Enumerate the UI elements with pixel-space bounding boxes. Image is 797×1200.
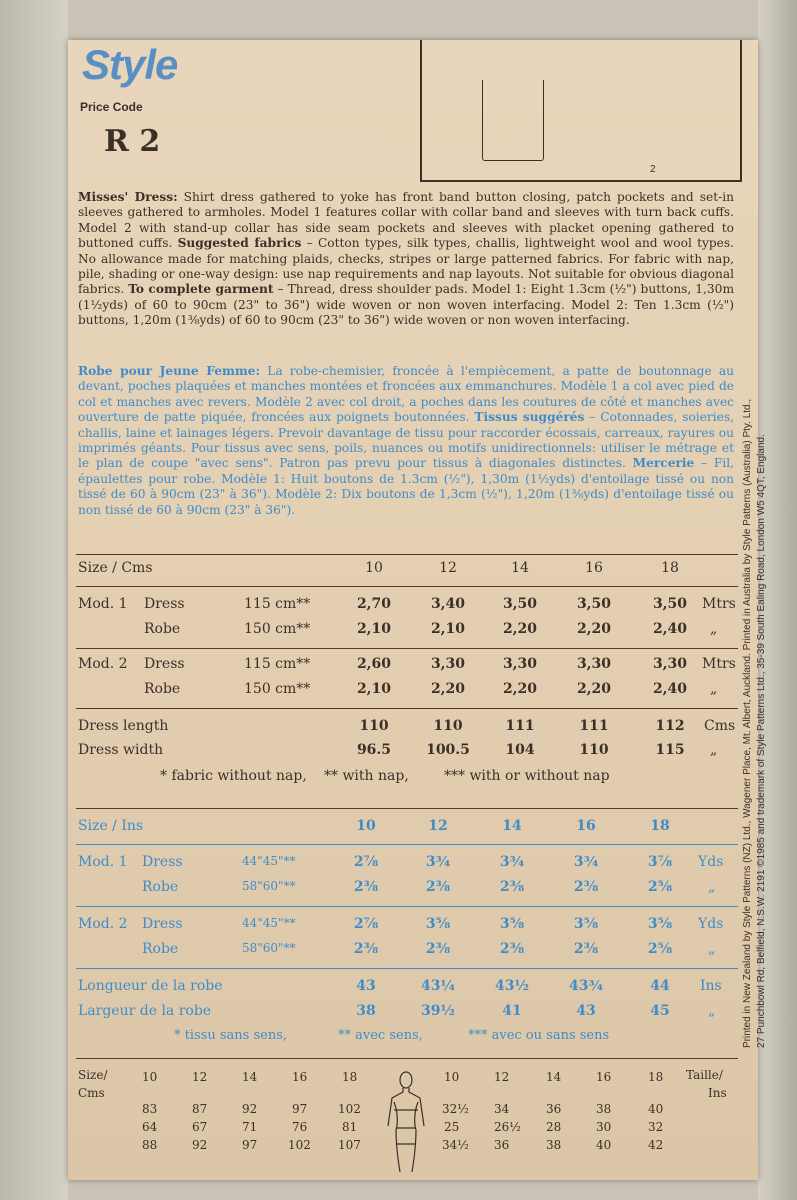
body-value: 64 [142, 1120, 158, 1134]
back-view-diagram [420, 40, 742, 182]
body-value: 97 [242, 1138, 258, 1152]
diagram-number: 2 [650, 164, 656, 175]
width-value: 43 [576, 1003, 596, 1019]
imperial-size: 16 [576, 818, 596, 834]
french-mercerie-label: Mercerie [632, 456, 695, 471]
metric-rule [76, 648, 738, 649]
body-size: 10 [142, 1070, 158, 1084]
width-value: 96.5 [356, 742, 392, 758]
metric-size: 16 [585, 560, 603, 576]
price-code-label: Price Code [80, 100, 143, 114]
body-size: 14 [546, 1070, 562, 1084]
note-without-nap: * fabric without nap, [160, 768, 307, 784]
metric-size: 10 [365, 560, 383, 576]
imperial-header-row [76, 818, 738, 840]
english-p3: – Thread, dress shoulder pads. Model 1: Eight 1.3cm (½") buttons, 1,30m (1½yds) of 60 to 90cm (23" to 36") wide woven or non woven interfacing. Model 2: Ten 1.3cm (½") buttons, 1,20m (1⅜yds) of 60 to 90cm (23" to 36") wide woven or non woven interfacing. [78, 282, 734, 328]
largeur-row [76, 1003, 738, 1025]
dress-length-row [76, 718, 738, 740]
row-value: 2⅜ [573, 941, 599, 957]
metric-row [76, 681, 738, 703]
note-avec-ou-sans: *** avec ou sans sens [468, 1028, 610, 1043]
row-value: 3¾ [573, 854, 599, 870]
imperial-rule [76, 844, 738, 845]
row-item: Dress [144, 656, 185, 672]
dress-width-row [76, 742, 738, 764]
metric-row [76, 596, 738, 618]
row-value: 2⅜ [353, 941, 379, 957]
width-value: 38 [356, 1003, 376, 1019]
body-size: 16 [292, 1070, 308, 1084]
row-value: 2,60 [356, 656, 392, 672]
row-model: Mod. 1 [78, 854, 128, 870]
brand-logo: Style [82, 41, 178, 88]
row-value: 2,10 [356, 681, 392, 697]
width-value: 39½ [420, 1003, 456, 1019]
length-value: 111 [579, 718, 609, 734]
row-value: 3¾ [499, 854, 525, 870]
length-value: 112 [655, 718, 685, 734]
length-value: 43¾ [568, 978, 604, 994]
length-unit: Cms [704, 718, 736, 734]
imperial-row [76, 854, 738, 876]
body-measurement-figure-icon [384, 1070, 428, 1174]
row-value: 2,70 [356, 596, 392, 612]
french-title: Robe pour Jeune Femme: [78, 364, 261, 378]
body-value: 26½ [494, 1120, 521, 1134]
english-description [78, 190, 734, 329]
imperial-rule [76, 906, 738, 907]
body-size: 18 [648, 1070, 664, 1084]
imperial-size: 14 [502, 818, 522, 834]
row-width: 44"45"** [242, 854, 296, 868]
body-size: 14 [242, 1070, 258, 1084]
row-unit: „ [708, 941, 716, 957]
body-value: 28 [546, 1120, 562, 1134]
length-value: 43¼ [420, 978, 456, 994]
length-value: 110 [433, 718, 463, 734]
body-value: 71 [242, 1120, 258, 1134]
row-value: 2,40 [652, 681, 688, 697]
row-value: 3¾ [425, 854, 451, 870]
length-unit: Ins [700, 978, 722, 994]
body-size: 12 [494, 1070, 510, 1084]
metric-size: 18 [661, 560, 679, 576]
row-model: Mod. 2 [78, 656, 128, 672]
metric-bottom-rule [76, 808, 738, 809]
row-value: 2⅜ [499, 879, 525, 895]
row-value: 3,50 [576, 596, 612, 612]
row-value: 2⅜ [353, 879, 379, 895]
imperial-header: Size / Ins [78, 818, 144, 834]
row-width: 44"45"** [242, 916, 296, 930]
row-value: 2,10 [430, 621, 466, 637]
row-model: Mod. 2 [78, 916, 128, 932]
imperial-row [76, 916, 738, 938]
metric-header: Size / Cms [78, 560, 153, 576]
dress-length-label: Dress length [78, 718, 169, 734]
body-value: 32 [648, 1120, 664, 1134]
row-width: 150 cm** [244, 621, 311, 637]
body-value: 107 [338, 1138, 361, 1152]
imperial-row [76, 879, 738, 901]
row-model: Mod. 1 [78, 596, 128, 612]
row-item: Dress [142, 916, 183, 932]
row-value: 2,20 [576, 621, 612, 637]
body-value: 67 [192, 1120, 208, 1134]
metric-row [76, 621, 738, 643]
body-size: 12 [192, 1070, 208, 1084]
body-value: 40 [596, 1138, 612, 1152]
publisher-side-text [740, 248, 794, 1068]
garment-back-outline [482, 80, 544, 161]
row-value: 3,40 [430, 596, 466, 612]
length-value: 44 [650, 978, 670, 994]
row-value: 2⅝ [647, 941, 673, 957]
english-p1: Shirt dress gathered to yoke has front band button closing, patch pockets and set-in sleeves gathered to armholes. Model 1 features collar with collar band and sleeves with turn back cuffs. Model 2 with stand-up collar has side seam pockets and sleeves with placket opening gathered to buttoned cuffs. [78, 190, 734, 251]
body-value: 83 [142, 1102, 158, 1116]
metric-notes [76, 768, 738, 790]
body-size: 18 [342, 1070, 358, 1084]
row-value: 2⅞ [353, 916, 379, 932]
row-unit: Mtrs [702, 656, 736, 672]
price-code: R 2 [104, 124, 161, 159]
body-value: 34½ [442, 1138, 469, 1152]
width-value: 110 [579, 742, 609, 758]
metric-row [76, 656, 738, 678]
metric-rule [76, 586, 738, 587]
length-value: 111 [505, 718, 535, 734]
english-fabrics-label: Suggested fabrics [177, 236, 302, 251]
longueur-row [76, 978, 738, 1000]
imperial-size: 12 [428, 818, 448, 834]
body-value: 40 [648, 1102, 664, 1116]
row-value: 3⅞ [647, 854, 673, 870]
width-value: 115 [655, 742, 685, 758]
row-item: Dress [144, 596, 185, 612]
body-ins-label: Ins [708, 1086, 727, 1100]
row-width: 115 cm** [244, 656, 311, 672]
row-value: 2⅜ [499, 941, 525, 957]
length-value: 43 [356, 978, 376, 994]
row-unit: Mtrs [702, 596, 736, 612]
row-width: 58"60"** [242, 879, 296, 893]
body-size: 10 [444, 1070, 460, 1084]
row-value: 2,40 [652, 621, 688, 637]
body-value: 92 [192, 1138, 208, 1152]
length-value: 110 [359, 718, 389, 734]
row-value: 2,20 [502, 681, 538, 697]
row-item: Robe [144, 681, 181, 697]
imperial-rule [76, 968, 738, 969]
row-value: 2⅜ [573, 879, 599, 895]
note-with-or-without: *** with or without nap [444, 768, 610, 784]
width-value: 41 [502, 1003, 522, 1019]
row-value: 3⅝ [499, 916, 525, 932]
body-value: 38 [596, 1102, 612, 1116]
english-p2: – Cotton types, silk types, challis, lightweight wool and wool types. No allowance made for matching plaids, checks, stripes or large patterned fabrics. For fabric with nap, pile, shading or one-way design: use nap requirements and nap layouts. Not suitable for obvious diagonal fabrics. [78, 236, 734, 297]
metric-top-rule [76, 554, 738, 555]
body-size-label: Size/ [78, 1068, 108, 1082]
row-value: 3,30 [576, 656, 612, 672]
row-value: 3⅝ [647, 916, 673, 932]
length-value: 43½ [494, 978, 530, 994]
body-value: 97 [292, 1102, 308, 1116]
english-title: Misses' Dress: [78, 190, 178, 204]
note-with-nap: ** with nap, [324, 768, 409, 784]
body-value: 81 [342, 1120, 358, 1134]
body-value: 32½ [442, 1102, 469, 1116]
row-value: 2,10 [356, 621, 392, 637]
row-unit: „ [708, 879, 716, 895]
body-value: 36 [494, 1138, 510, 1152]
imperial-notes [76, 1028, 738, 1050]
body-value: 92 [242, 1102, 258, 1116]
row-unit: Yds [698, 854, 724, 870]
metric-header-row [76, 560, 738, 582]
body-size: 16 [596, 1070, 612, 1084]
side-line-1: Printed in New Zealand by Style Patterns (NZ) Ltd., Wagener Place, Mt. Albert, Auckland. Printed in Australia by Style Patterns (Australia) Pty. Ltd., [742, 398, 753, 1048]
note-avec-sens: ** avec sens, [338, 1028, 423, 1043]
row-value: 3,30 [652, 656, 688, 672]
width-value: 45 [650, 1003, 670, 1019]
row-value: 2⅞ [353, 854, 379, 870]
body-value: 36 [546, 1102, 562, 1116]
row-item: Robe [144, 621, 181, 637]
body-value: 102 [338, 1102, 361, 1116]
row-value: 3,50 [502, 596, 538, 612]
row-width: 58"60"** [242, 941, 296, 955]
width-value: 100.5 [426, 742, 470, 758]
imperial-bottom-rule [76, 1058, 738, 1059]
row-value: 2,20 [502, 621, 538, 637]
row-width: 115 cm** [244, 596, 311, 612]
row-value: 3,50 [652, 596, 688, 612]
row-value: 2,20 [576, 681, 612, 697]
body-taille-label: Taille/ [686, 1068, 723, 1082]
row-value: 3⅝ [425, 916, 451, 932]
row-unit: Yds [698, 916, 724, 932]
body-value: 88 [142, 1138, 158, 1152]
body-value: 30 [596, 1120, 612, 1134]
longueur-label: Longueur de la robe [78, 978, 223, 994]
side-line-2: 27 Punchbowl Rd, Belfield, N.S.W. 2191 ©1985 and trademark of Style Patterns Ltd., 35-39 South Ealing Road, London W5 4QT, England. [756, 434, 767, 1048]
english-complete-label: To complete garment [128, 282, 274, 297]
width-unit: „ [710, 742, 718, 758]
body-value: 25 [444, 1120, 460, 1134]
french-p1: La robe-chemisier, froncée à l'empiècement, a patte de boutonnage au devant, poches plaquées et manches montées et froncées aux emmanchures. Modèle 1 a col avec pied de col et manches avec revers. Modèle 2 avec col droit, a poches dans les coutures de côté et manches avec ouverture de patte piquée, froncées aux poignets boutonnées. [78, 364, 734, 425]
body-value: 76 [292, 1120, 308, 1134]
body-value: 34 [494, 1102, 510, 1116]
row-value: 3,30 [502, 656, 538, 672]
row-value: 3⅝ [573, 916, 599, 932]
row-value: 2⅜ [425, 879, 451, 895]
french-fabrics-label: Tissus suggérés [474, 410, 585, 425]
row-unit: „ [710, 681, 718, 697]
imperial-size: 18 [650, 818, 670, 834]
imperial-row [76, 941, 738, 963]
body-value: 102 [288, 1138, 311, 1152]
row-value: 3,30 [430, 656, 466, 672]
row-value: 2⅝ [647, 879, 673, 895]
row-value: 2⅜ [425, 941, 451, 957]
row-item: Dress [142, 854, 183, 870]
body-value: 87 [192, 1102, 208, 1116]
body-value: 42 [648, 1138, 664, 1152]
body-value: 38 [546, 1138, 562, 1152]
metric-rule [76, 708, 738, 709]
row-unit: „ [710, 621, 718, 637]
dress-width-label: Dress width [78, 742, 164, 758]
imperial-size: 10 [356, 818, 376, 834]
row-item: Robe [142, 879, 179, 895]
french-p2: – Cotonnades, soieries, challis, laine et lainages légers. Prevoir davantage de tissu pour raccorder écossais, carreaux, rayures ou imprimés géants. Pour tissus avec sens, poils, nuances ou motifs unidirectionnels: utiliser le métrage et le plan de coupe "avec sens". Patron pas prevu pour tissus à diagonales distinctes. [78, 410, 734, 471]
envelope-flap-left [0, 0, 68, 1200]
largeur-label: Largeur de la robe [78, 1003, 212, 1019]
note-sans-sens: * tissu sans sens, [174, 1028, 288, 1043]
row-width: 150 cm** [244, 681, 311, 697]
body-cms-label: Cms [78, 1086, 105, 1100]
metric-size: 12 [439, 560, 457, 576]
row-item: Robe [142, 941, 179, 957]
metric-size: 14 [511, 560, 529, 576]
french-description [78, 364, 734, 518]
width-value: 104 [505, 742, 535, 758]
french-p3: – Fil, épaulettes pour robe. Modèle 1: Huit boutons de 1.3cm (½"), 1,30m (1½yds) d'entoilage tissé ou non tissé de 60 à 90cm (23" à 36"). Modèle 2: Dix boutons de 1,3cm (½"), 1,20m (1⅜yds) d'entoilage tissé ou non tissé de 60 à 90cm (23" à 36"). [78, 456, 734, 517]
row-value: 2,20 [430, 681, 466, 697]
width-unit: „ [708, 1003, 716, 1019]
